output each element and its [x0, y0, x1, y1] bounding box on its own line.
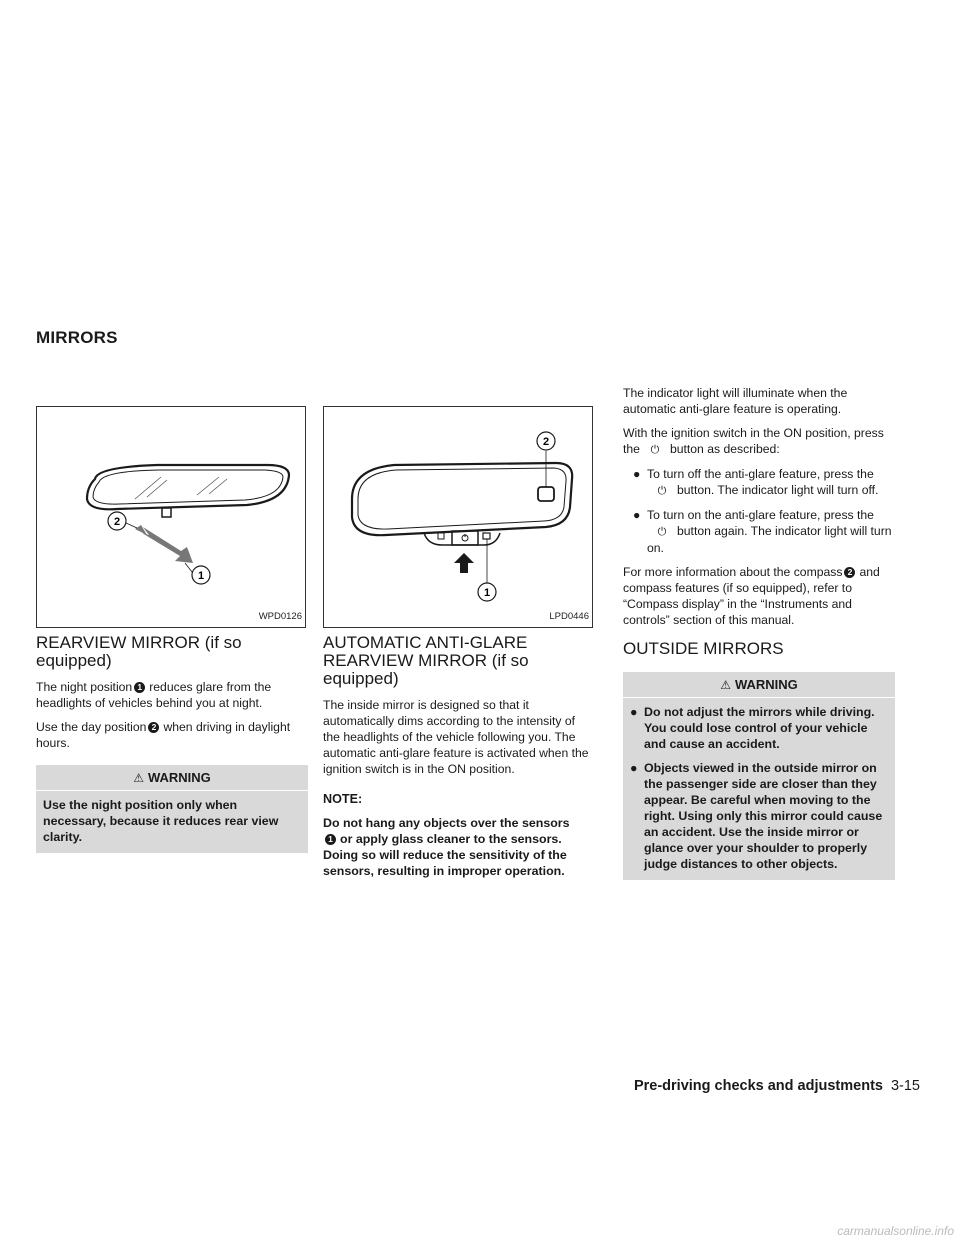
warning-header: [623, 672, 895, 698]
callout-2: 2: [542, 436, 550, 448]
rearview-mirror-illustration: [37, 407, 305, 627]
text: and compass features (if so equipped), refer to “Compass display” in the “Instruments and controls” section of this manual.: [623, 565, 880, 627]
warning-item: [630, 760, 888, 872]
note-label: NOTE:: [323, 792, 363, 806]
warning-item: [630, 704, 888, 752]
warning-title: WARNING: [147, 770, 211, 785]
section-title: MIRRORS: [36, 328, 118, 347]
warning-title: WARNING: [734, 677, 798, 692]
page-number: 3-15: [890, 1078, 920, 1094]
heading-line: AUTOMATIC ANTI-GLARE: [323, 633, 528, 652]
text: With the ignition switch in the ON position, press the: [623, 426, 884, 456]
column-anti-glare-continued: [623, 385, 895, 880]
note-text: [323, 815, 595, 879]
text: button. The indicator light will turn off.: [677, 483, 879, 497]
text: The night position: [36, 680, 133, 694]
text: To turn on the anti-glare feature, press the: [647, 508, 874, 522]
warning-header: [36, 765, 308, 791]
list-item-text: [647, 466, 895, 499]
figure-code: WPD0126: [258, 611, 302, 622]
column-rearview-mirror: [36, 406, 308, 853]
power-button-icon: ⏻: [650, 444, 660, 456]
bullet-icon: ●: [633, 508, 641, 522]
paragraph-anti-glare-intro: The inside mirror is designed so that it automatically dims according to the intensity of the headlights of the vehicle following you. The automatic anti-glare feature is activated when the ignition switch is in the ON position.: [323, 698, 589, 776]
heading-rearview-mirror: REARVIEW MIRROR (if so equipped): [36, 633, 242, 670]
figure-anti-glare-mirror: [323, 406, 593, 628]
warning-list: [623, 698, 895, 880]
watermark: carmanualsonline.info: [837, 1224, 954, 1238]
power-button-icon: ⏻: [657, 485, 667, 497]
paragraph-press-button: [623, 425, 895, 458]
page-footer: [634, 1078, 920, 1094]
anti-glare-mirror-illustration: [324, 407, 592, 627]
bullet-icon: ●: [633, 467, 641, 481]
callout-1: 1: [483, 587, 491, 599]
warning-text: Use the night position only when necessary, because it reduces rear view clarity.: [43, 798, 279, 844]
list-item: [633, 466, 895, 499]
callout-2: 2: [113, 516, 121, 528]
bullet-icon: ●: [630, 705, 638, 719]
callout-1: 1: [197, 570, 205, 582]
power-button-icon: ⏻: [657, 526, 667, 538]
paragraph-indicator-light: The indicator light will illuminate when the automatic anti-glare feature is operating.: [623, 386, 848, 416]
bullet-icon: ●: [630, 761, 638, 775]
figure-rearview-mirror: [36, 406, 306, 628]
text: reduces glare from the headlights of vehicles behind you at night.: [36, 680, 272, 710]
number-circle-icon: 1: [134, 682, 145, 693]
text: when driving in daylight hours.: [36, 720, 291, 750]
warning-box: [623, 672, 895, 880]
warning-triangle-icon: ⚠: [133, 771, 144, 785]
column-auto-anti-glare: [323, 406, 595, 879]
text: For more information about the compass: [623, 565, 843, 579]
warning-item-text: Do not adjust the mirrors while driving. You could lose control of your vehicle and cause an accident.: [644, 705, 875, 751]
footer-section: Pre-driving checks and adjustments: [633, 1078, 883, 1094]
number-circle-icon: 1: [325, 834, 336, 845]
paragraph-compass: [623, 564, 895, 628]
warning-triangle-icon: ⚠: [720, 678, 731, 692]
heading-line: REARVIEW MIRROR (if so equipped): [323, 651, 529, 688]
list-item: [633, 507, 895, 556]
warning-item-text: Objects viewed in the outside mirror on the passenger side are closer than they appear. Be careful when moving to the right. Using only this mirror could cause an accident. Use the inside mirror or glance over your shoulder to properly judge distances to other objects.: [644, 761, 883, 871]
number-circle-icon: 2: [844, 567, 855, 578]
warning-box: [36, 765, 308, 853]
heading-anti-glare: [323, 634, 595, 688]
text: button as described:: [669, 442, 780, 456]
text: button again. The indicator light will turn on.: [647, 524, 892, 555]
text: Do not hang any objects over the sensors: [323, 816, 570, 830]
number-circle-icon: 2: [148, 722, 159, 733]
paragraph-day-position: [36, 719, 308, 751]
text: To turn off the anti-glare feature, press the: [647, 467, 874, 481]
heading-outside-mirrors: OUTSIDE MIRRORS: [623, 639, 784, 658]
text: Use the day position: [36, 720, 147, 734]
text: or apply glass cleaner to the sensors. Doing so will reduce the sensitivity of the sensors, resulting in improper operation.: [323, 832, 567, 878]
list-item-text: [647, 507, 895, 556]
paragraph-night-position: [36, 679, 308, 711]
figure-code: LPD0446: [549, 611, 589, 622]
